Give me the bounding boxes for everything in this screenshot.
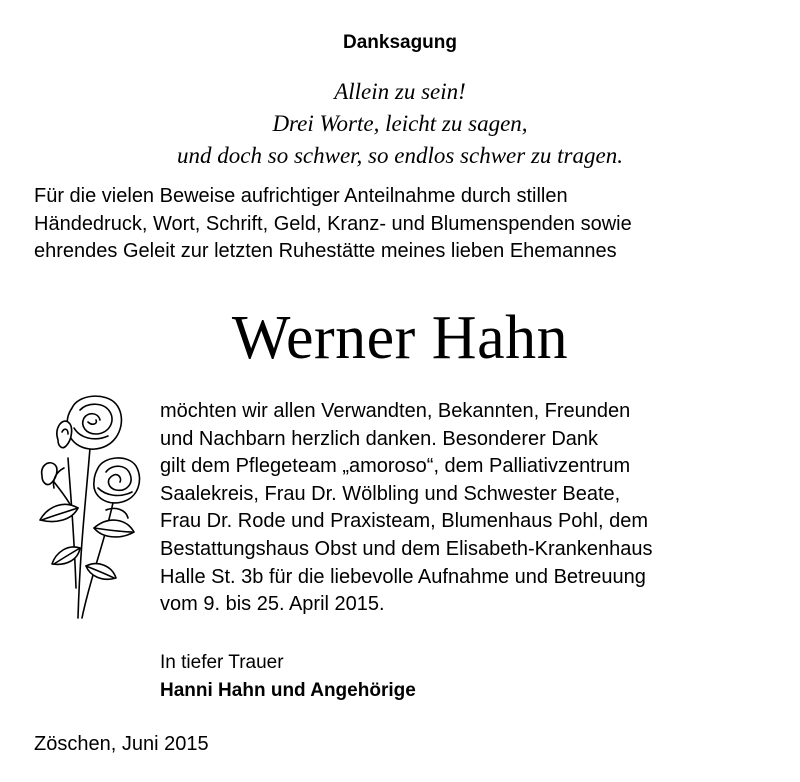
place-date: Zöschen, Juni 2015 <box>34 733 209 755</box>
signers: Hanni Hahn und Angehörige <box>160 680 416 701</box>
thanks-paragraph <box>160 398 780 619</box>
poem-line: und doch so schwer, so endlos schwer zu tragen. <box>177 143 623 168</box>
deceased-name: Werner Hahn <box>231 304 569 372</box>
closing-block <box>160 649 760 705</box>
mourning-phrase: In tiefer Trauer <box>160 652 284 673</box>
thanks-line: Halle St. 3b für die liebevolle Aufnahme und Betreuung <box>160 565 646 588</box>
intro-paragraph <box>34 183 774 266</box>
thanks-line: Saalekreis, Frau Dr. Wölbling und Schwester Beate, <box>160 482 621 505</box>
intro-line: Für die vielen Beweise aufrichtiger Anteilnahme durch stillen <box>34 185 568 207</box>
thanks-line: Bestattungshaus Obst und dem Elisabeth-Krankenhaus <box>160 537 653 560</box>
thanks-line: Frau Dr. Rode und Praxisteam, Blumenhaus Pohl, dem <box>160 510 649 533</box>
poem-line: Drei Worte, leicht zu sagen, <box>272 111 528 136</box>
intro-line: ehrendes Geleit zur letzten Ruhestätte meines lieben Ehemannes <box>34 240 617 262</box>
intro-line: Händedruck, Wort, Schrift, Geld, Kranz- und Blumenspenden sowie <box>34 212 632 235</box>
poem <box>0 76 800 172</box>
notice-heading: Danksagung <box>342 32 458 53</box>
thanks-line: möchten wir allen Verwandten, Bekannten, Freunden <box>160 400 631 422</box>
poem-line: Allein zu sein! <box>334 79 466 104</box>
rose-icon <box>28 388 148 620</box>
thanks-line: vom 9. bis 25. April 2015. <box>160 593 385 616</box>
thanks-line: gilt dem Pflegeteam „amoroso“, dem Palliativzentrum <box>160 455 631 478</box>
thanks-line: und Nachbarn herzlich danken. Besonderer Dank <box>160 427 599 450</box>
